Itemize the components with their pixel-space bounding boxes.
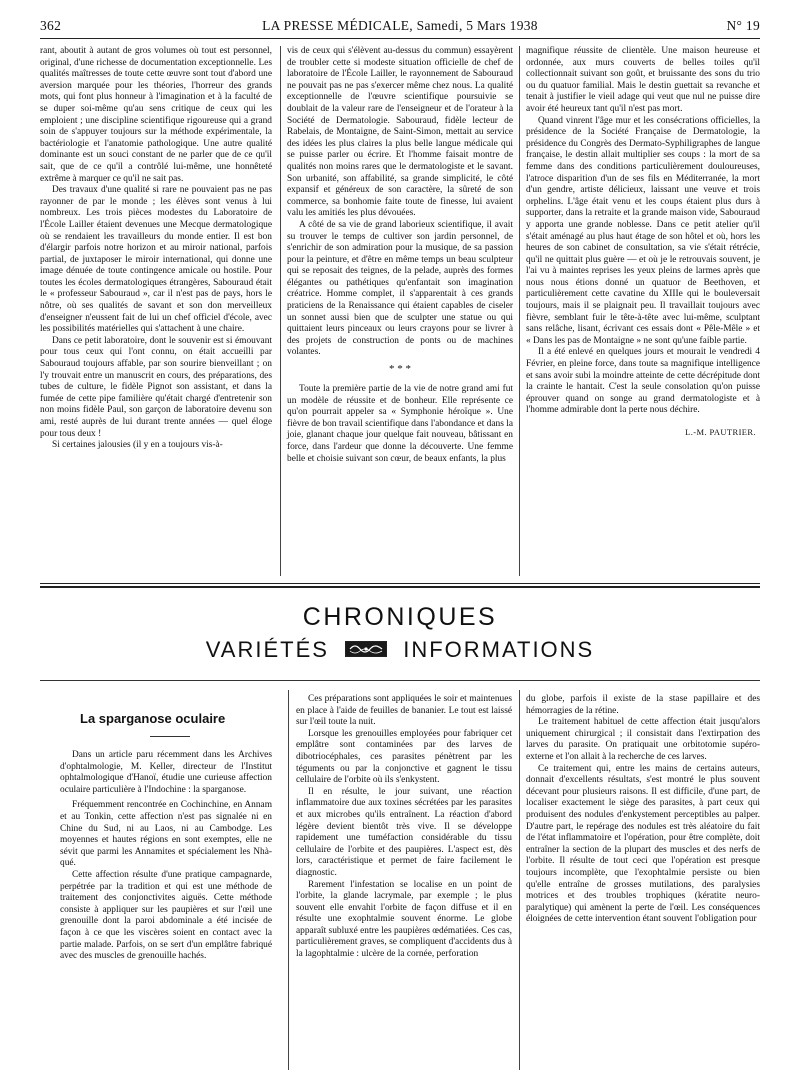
journal-title: LA PRESSE MÉDICALE, Samedi, 5 Mars 1938: [262, 18, 538, 33]
chroniques-heading: CHRONIQUES: [302, 603, 498, 631]
obituary-column-2: [287, 46, 513, 465]
section-rule: [40, 583, 760, 584]
issue-number: N° 19: [726, 18, 760, 33]
header-rule: [40, 38, 760, 39]
paragraph: vis de ceux qui s'élèvent au-dessus du commun) essayèrent de troubler cette si modeste situation officielle de chef de laboratoire de l'École Lailler, le rayonnement de Sabouraud ne pouvait pas ne pas s'exercer même chez nous. La qualité exceptionnelle de l'œuvre scientifique poursuivie se doublait de la valeur rare de l'enseigneur et de l'orateur à la Société de Dermatologie. Sabouraud, fidèle lecteur de Rabelais, de Montaigne, de Saint-Simon, mettait au service des idées les plus claires la plus belle langue médicale qui se puisse parler ou écrire. Et l'homme faisait montre de qualités non moins rares que le dermatologiste et le savant. Son urbanité, son affabilité, sa grande simplicité, le côté expansif et généreux de son caractère, la sûreté de son commerce, sa bonhomie faite toute de finesse, lui avaient valu les amitiés les plus dévouées.: [287, 46, 513, 219]
obituary-column-1: [40, 46, 272, 452]
page-number: 362: [40, 18, 62, 33]
title-underline: [150, 736, 190, 737]
paragraph: Dans ce petit laboratoire, dont le souvenir est si émouvant pour tous ceux qui l'ont connu, on était accueilli par Sabouraud toujours affable, par son sourire bienveillant ; on l'y trouvait entre un manuscrit en cours, des préparations, des tubes de culture, le fidèle Pignot son assistant, et dans la fumée de cette pipe familière qu'était chargé d'entretenir son non moins fidèle Paul, son garçon de laboratoire devenu son ami, resté auprès de lui durant trente années — quel éloge pour tous deux !: [40, 335, 272, 439]
paragraph: Cette affection résulte d'une pratique campagnarde, perpétrée par la tradition et qui est une méthode de traitement des conjonctivites aiguës. Cette méthode consiste à appliquer sur les paupières et sur l'œil une grenouille dont la paroi abdominale a été incisée de façon à ce que les viscères soient en contact avec la partie malade. Parfois, on se sert d'un emplâtre fabriqué avec des muscles de grenouille hachés.: [60, 869, 272, 962]
column-divider: [519, 46, 520, 576]
article-column-2: [296, 694, 512, 961]
paragraph: A côté de sa vie de grand laborieux scientifique, il avait su trouver le temps de cultiver son jardin personnel, de s'enrichir de son admiration pour la musique, de sa passion pour la peinture, et d'être en même temps un beau sculpteur qui se reposait des teignes, de la pelade, auprès des formes élégantes ou pathétiques qu'enfantait son imagination créatrice. Homme complet, il s'apparentait à ces grands praticiens de la Renaissance qui étaient capables de ciseler un sonnet aussi bien que de sculpter une statue ou qui quittaient leurs pinceaux ou leurs crayons pour se livrer à des projets de construction de ponts ou de machines volantes.: [287, 219, 513, 358]
paragraph: Il en résulte, le jour suivant, une réaction inflammatoire due aux toxines sécrétées par les parasites et aux microbes qu'ils entraînent. La réaction d'abord légère devient bientôt très vive. Il se développe rapidement une tuméfaction considérable du tissu cellulaire de l'orbite et des paupières. L'aspect est, dès lors, caractéristique et permet de faire facilement le diagnostic.: [296, 786, 512, 878]
obituary-column-3: [526, 46, 760, 439]
article-column-1: [60, 750, 272, 963]
paragraph: Rarement l'infestation se localise en un point de l'orbite, la glande lacrymale, par exemple ; le plus souvent elle envahit l'orbite de façon diffuse et il en résulte une exophtalmie souvent énorme. Le globe apparaît subluxé entre les paupières œdématiées. Ces cas, particulièrement graves, se compliquent d'accidents dus à la lagophtalmie : ulcère de la cornée, perforation: [296, 879, 512, 960]
paragraph: Ce traitement qui, entre les mains de certains auteurs, donnait d'excellents résultats, s'est montré le plus souvent décevant pour plusieurs raisons. Il est difficile, d'une part, de localiser exactement le siège des parasites, à part ceux qui produisent des nodules d'enkystement perceptibles au palper. D'autre part, le repérage des nodules est très aléatoire du fait de l'état inflammatoire et l'opération, pour être complète, doit entraîner la section de la plupart des muscles et des nerfs de l'orbite. Il résulte de tout ceci que l'opération est presque toujours incomplète, que l'exophtalmie persiste ou bien qu'elle entraîne de grosses mutilations, des paralysies motrices et des troubles trophiques (kératite neuro-paralytique) qui amènent la perte de l'œil. Les conséquences éloignées de cette intervention étant souvent l'obligation pour: [526, 763, 760, 925]
section-break-stars: * * *: [389, 363, 411, 376]
column-divider: [280, 46, 281, 576]
paragraph: Le traitement habituel de cette affection était jusqu'alors uniquement chirurgical ; il consistait dans l'extirpation des larves du parasite. On pratiquait une orbitotomie supéro-externe et l'on allait à la recherche de ces larves.: [526, 717, 760, 762]
paragraph: Quand vinrent l'âge mur et les consécrations officielles, la présidence de la Société Française de Dermatologie, la présidence du Congrès des Dermato-Syphiligraphes de langue française, le destin allait multiplier ses coups : la mort de sa femme dans des conditions particulièrement douloureuses, l'atroce disparition d'un de ses fils en Méditerranée, la mort d'un gendre, artiste délicieux, laissant une veuve et trois orphelins. L'âge était venu et les coups étaient plus durs à supporter, dans la retraite et la grande maison vide, Sabouraud y apporta une grande noblesse. Dans ce petit atelier qu'il s'était aménagé au plus haut étage de son hôtel et où, hors les heures de son cabinet de consultation, sa vie s'était rétrécie, qu'il ne quittait plus guère — et où je le retrouvais souvent, je l'ai vu à maintes reprises les yeux pleins de larmes après que nous nous étions donné un quatuor de Beethoven, et particulièrement cette cavatine du XIIIe qui le bouleversait toujours, mais il se plaignait peu. Il travaillait toujours avec fièvre, semblant fuir le tête-à-tête avec lui-même, sculptant sans relâche, lisant, écrivant ces essais dont « Pêle-Mêle » et « Dans les pas de Montaigne » ne sont qu'une faible partie.: [526, 115, 760, 346]
paragraph: magnifique réussite de clientèle. Une maison heureuse et ordonnée, aux murs couverts de belles toiles qu'il collectionnait suivant son goût, et bruissante des sons du trio ou du quatuor familial. Mais le destin guettait sa revanche et tenait à justifier le vieil adage qui veut que nul ne puisse dire avoir été heureux tant qu'il n'est pas mort.: [526, 46, 760, 114]
column-divider: [288, 690, 289, 1070]
paragraph: Fréquemment rencontrée en Cochinchine, en Annam et au Tonkin, cette affection n'est pas signalée ni en Chine du Sud, ni au Laos, ni au Cambodge. Les moyennes et hautes régions en sont exemptes, elle ne sévit que parmi les Annamites et spécialement les Nhà-qué.: [60, 800, 272, 869]
paragraph: Il a été enlevé en quelques jours et mourait le vendredi 4 Février, en pleine force, dans toute sa magnifique intelligence et sans avoir subi la moindre atteinte de cette décrépitude dont la crainte le hantait. C'est la seule consolation qu'on puisse éprouver quand on songe au grand dermatologiste et à l'homme admirable dont la perte nous déchire.: [526, 347, 760, 416]
page-header: [40, 16, 760, 36]
paragraph: rant, aboutit à autant de gros volumes où tout est personnel, original, d'une richesse de documentation exceptionnelle. Les qualités maîtresses de toute cette œuvre sont tout d'abord une aversion marquée pour les théories, l'horreur des grands mots, qui font plus honneur à l'imagination et à la faculté de se duper soi-même qu'au sens critique de ceux qui les emploient ; une discipline scientifique rigoureuse qui a grand soin de s'appuyer toujours sur la méthode expérimentale, la bactériologie et l'anatomie pathologique. Une autre qualité dominante est un souci constant de ne parler que de ce qu'il sait, que de ce qu'il a contrôlé lui-même, une honnêteté extrême à marquer ce qu'il ne sait pas.: [40, 46, 272, 184]
section-rule: [40, 680, 760, 681]
section-rule: [40, 586, 760, 588]
article-title: La sparganose oculaire: [80, 711, 226, 726]
author-signature: L.-M. PAUTRIER.: [685, 427, 756, 437]
varietes-informations-heading: [40, 637, 760, 663]
paragraph: Des travaux d'une qualité si rare ne pouvaient pas ne pas rayonner de par le monde ; les élèves sont venus à lui nombreux. Les trois pièces modestes du Laboratoire de l'École Lailler étaient devenues une Mecque dermatologique où se rendaient les travailleurs du monde entier. Il est bon d'élargir parfois notre horizon et au miroir national, parfois partial, de juxtaposer le miroir international, qui donne une image dénuée de toute contingence amicale ou hostile. Pour toutes les écoles dermatologiques étrangères, Sabouraud était le « professeur Sabouraud », car il n'est pas de pays, hors le nôtre, où ses qualités de savant et son don merveilleux d'enseigner n'eussent fait de lui un chef officiel d'école, avec les possibilités matérielles qui s'attachent à une chaire.: [40, 185, 272, 335]
article-column-3: [526, 694, 760, 926]
ornament-icon: [345, 641, 387, 657]
paragraph: du globe, parfois il existe de la stase papillaire et des hémorragies de la rétine.: [526, 694, 760, 716]
paragraph: Si certaines jalousies (il y en a toujours vis-à-: [52, 440, 223, 451]
paragraph: Lorsque les grenouilles employées pour fabriquer cet emplâtre sont contaminées par des larves de dibotriocéphales, ces parasites pénètrent par les téguments ou par la conjonctive et gagnent le tissu cellulaire de l'orbite où ils s'enkystent.: [296, 728, 512, 786]
paragraph: Dans un article paru récemment dans les Archives d'ophtalmologie, M. Keller, directeur de l'Institut ophtalmologique d'Hanoï, étudie une curieuse affection oculaire particulière à l'Indochine : la sparganose.: [60, 750, 272, 795]
column-divider: [519, 690, 520, 1070]
paragraph: Toute la première partie de la vie de notre grand ami fut un modèle de réussite et de bonheur. Elle représente ce qu'on pourrait appeler sa « Symphonie héroïque ». Une fièvre de bon travail scientifique dans l'abondance et dans la joie, glanant chaque jour quelque fait nouveau, bâtissant en force, dans l'ardeur que donne la découverte. Une femme belle et choisie suivant son cœur, de beaux enfants, la plus: [287, 384, 513, 464]
paragraph: Ces préparations sont appliquées le soir et maintenues en place à l'aide de feuilles de bananier. Le tout est laissé sur l'œil toute la nuit.: [296, 694, 512, 728]
informations-label: INFORMATIONS: [403, 637, 595, 662]
varietes-label: VARIÉTÉS: [205, 637, 329, 662]
